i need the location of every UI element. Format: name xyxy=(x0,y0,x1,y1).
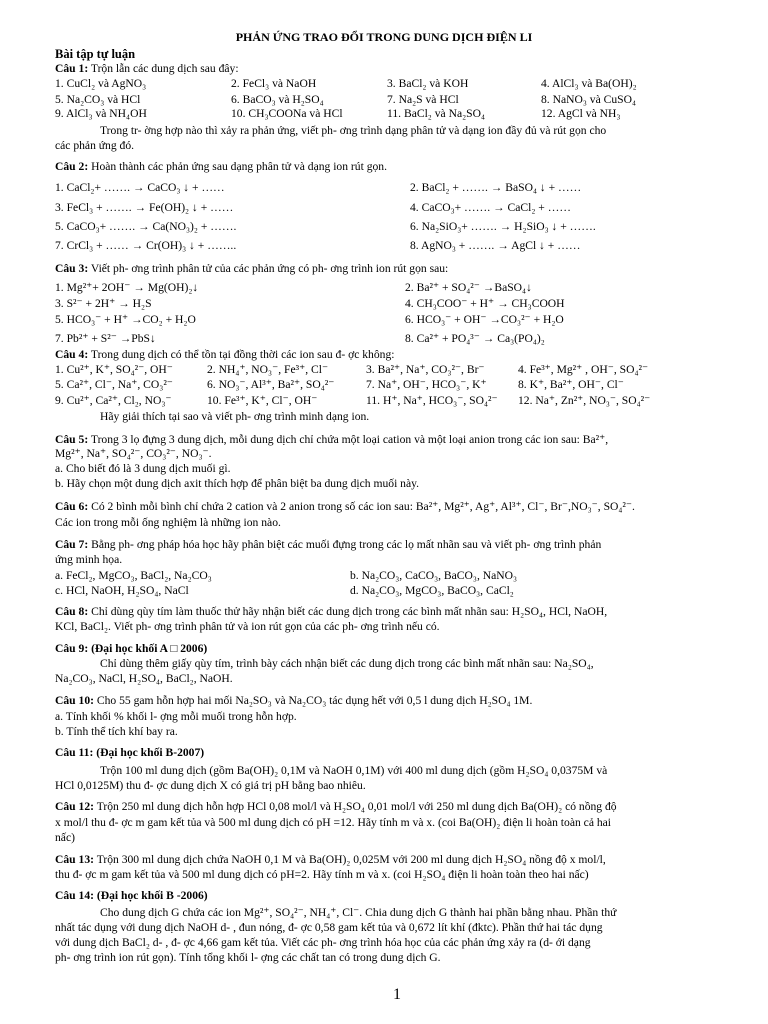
question-12 xyxy=(55,800,617,814)
question-7 xyxy=(55,538,601,552)
question-10 xyxy=(55,694,532,708)
question-5-label: Câu 5: xyxy=(55,433,89,446)
q3-item: 2. Ba²⁺ + SO₄²⁻ →BaSO₄↓ xyxy=(405,281,532,294)
question-11-label: Câu 11: (Đại học khối B-2007) xyxy=(55,746,205,759)
q7-line: ứng minh họa. xyxy=(55,553,123,566)
q5-part-b: b. Hãy chọn một dung dịch axit thích hợp để phân biệt ba dung dịch muối này. xyxy=(55,477,420,490)
q14-line: với dung dịch BaCl₂ d- , đ- ợc 4,66 gam kết tủa. Viết các ph- ơng trình hóa học của các phản ứng xảy ra (d- ới dạng xyxy=(55,936,591,949)
q1-note: Trong tr- ờng hợp nào thì xảy ra phản ứng, viết ph- ơng trình dạng phân tử và dạng ion đầy đủ và rút gọn cho xyxy=(100,124,607,137)
q3-item: 8. Ca²⁺ + PO₄³⁻ → Ca₃(PO₄)₂ xyxy=(405,332,545,345)
q2-item: 2. BaCl₂ + ……. → BaSO₄ ↓ + …… xyxy=(410,181,582,194)
q2-item: 1. CaCl₂+ ……. → CaCO₃ ↓ + …… xyxy=(55,181,225,194)
q3-item: 1. Mg²⁺+ 2OH⁻ → Mg(OH)₂↓ xyxy=(55,281,199,294)
q4-item: 8. K⁺, Ba²⁺, OH⁻, Cl⁻ xyxy=(518,378,624,391)
q1-item: 3. BaCl₂ và KOH xyxy=(387,77,469,90)
question-9-label: Câu 9: (Đại học khối A □ 2006) xyxy=(55,642,208,655)
question-4 xyxy=(55,348,394,362)
q1-item: 5. Na₂CO₃ và HCl xyxy=(55,93,141,106)
page-title: PHẢN ỨNG TRAO ĐỔI TRONG DUNG DỊCH ĐIỆN LI xyxy=(235,30,533,44)
q1-item: 12. AgCl và NH₃ xyxy=(541,107,621,120)
q7-part-a: a. FeCl₂, MgCO₃, BaCl₂, Na₂CO₃ xyxy=(55,569,212,582)
question-2 xyxy=(55,160,387,174)
q11-line: HCl 0,0125M) thu đ- ợc dung dịch X có giá trị pH bằng bao nhiêu. xyxy=(55,779,366,792)
q1-item: 9. AlCl₃ và NH₄OH xyxy=(55,107,147,120)
question-13-label: Câu 13: xyxy=(55,853,94,866)
q1-item: 6. BaCO₃ và H₂SO₄ xyxy=(231,93,324,106)
question-10-label: Câu 10: xyxy=(55,694,94,707)
q14-line: ph- ơng trình ion rút gọn). Tính tổng khối l- ợng các chất tan có trong dung dịch G. xyxy=(55,951,441,964)
q10-part-a: a. Tính khối % khối l- ợng mỗi muối trong hỗn hợp. xyxy=(55,710,297,723)
question-1-label: Câu 1: xyxy=(55,62,89,75)
question-7-label: Câu 7: xyxy=(55,538,89,551)
q3-item: 7. Pb²⁺ + S²⁻ →PbS↓ xyxy=(55,332,156,345)
q1-item: 11. BaCl₂ và Na₂SO₄ xyxy=(387,107,485,120)
question-6-text: Có 2 bình mỗi bình chỉ chứa 2 cation và 2 anion trong số các ion sau: Ba²⁺, Mg²⁺, Ag⁺, Al³⁺, Cl⁻, Br⁻,NO₃⁻, SO₄²⁻. xyxy=(91,500,635,513)
q7-part-d: d. Na₂CO₃, MgCO₃, BaCO₃, CaCl₂ xyxy=(350,584,514,597)
question-1-text: Trộn lẫn các dung dịch sau đây: xyxy=(90,62,239,75)
q3-item: 3. S²⁻ + 2H⁺ → H₂S xyxy=(55,297,152,310)
q4-item: 7. Na⁺, OH⁻, HCO₃⁻, K⁺ xyxy=(366,378,487,391)
q4-item: 9. Cu²⁺, Ca²⁺, Cl₂, NO₃⁻ xyxy=(55,394,172,407)
q1-item: 2. FeCl₃ và NaOH xyxy=(231,77,317,90)
question-6-label: Câu 6: xyxy=(55,500,89,513)
question-13-text: Trộn 300 ml dung dịch chứa NaOH 0,1 M và Ba(OH)₂ 0,025M với 200 ml dung dịch H₂SO₄ nồng độ x mol/l, xyxy=(96,853,606,866)
question-1 xyxy=(55,62,239,76)
q7-part-c: c. HCl, NaOH, H₂SO₄, NaCl xyxy=(55,584,189,597)
question-12-label: Câu 12: xyxy=(55,800,94,813)
q1-note: các phản ứng đó. xyxy=(55,139,135,152)
question-2-text: Hoàn thành các phản ứng sau dạng phân tử và dạng ion rút gọn. xyxy=(91,160,387,173)
question-3 xyxy=(55,262,448,276)
question-5-text: Trong 3 lọ đựng 3 dung dịch, mỗi dung dịch chỉ chứa một loại cation và một loại anion trong các ion sau: Ba²⁺, xyxy=(90,433,609,446)
q1-item: 7. Na₂S và HCl xyxy=(387,93,459,106)
q4-item: 3. Ba²⁺, Na⁺, CO₃²⁻, Br⁻ xyxy=(366,363,485,376)
q4-item: 4. Fe³⁺, Mg²⁺ , OH⁻, SO₄²⁻ xyxy=(518,363,649,376)
question-8 xyxy=(55,605,607,619)
q4-item: 10. Fe³⁺, K⁺, Cl⁻, OH⁻ xyxy=(207,394,318,407)
question-10-text: Cho 55 gam hỗn hợp hai mối Na₂SO₃ và Na₂CO₃ tác dụng hết với 0,5 l dung dịch H₂SO₄ 1M. xyxy=(96,694,533,707)
q3-item: 4. CH₃COO⁻ + H⁺ → CH₃COOH xyxy=(405,297,565,310)
q2-item: 8. AgNO₃ + ……. → AgCl ↓ + …… xyxy=(410,239,581,252)
q5-part-a: a. Cho biết đó là 3 dung dịch muối gì. xyxy=(55,462,231,475)
question-13 xyxy=(55,853,606,867)
q14-line: nhất tác dụng với dung dịch NaOH d- , đun nóng, đ- ợc 0,58 gam kết tủa và 0,672 lít khí (đktc). Phần thứ hai tác dụng xyxy=(55,921,603,934)
q4-item: 12. Na⁺, Zn²⁺, NO₃⁻, SO₄²⁻ xyxy=(518,394,651,407)
question-3-label: Câu 3: xyxy=(55,262,89,275)
q7-part-b: b. Na₂CO₃, CaCO₃, BaCO₃, NaNO₃ xyxy=(350,569,518,582)
q4-item: 5. Ca²⁺, Cl⁻, Na⁺, CO₃²⁻ xyxy=(55,378,173,391)
q4-note: Hãy giải thích tại sao và viết ph- ơng trình minh dạng ion. xyxy=(100,410,370,423)
q12-line: nấc) xyxy=(55,831,75,844)
q3-item: 5. HCO₃⁻ + H⁺ →CO₂ + H₂O xyxy=(55,313,196,326)
question-4-label: Câu 4: xyxy=(55,348,89,361)
section-heading: Bài tập tự luận xyxy=(55,47,136,61)
q11-line: Trộn 100 ml dung dịch (gồm Ba(OH)₂ 0,1M và NaOH 0,1M) với 400 ml dung dịch (gồm H₂SO₄ 0,0375M và xyxy=(100,764,608,777)
q2-item: 3. FeCl₃ + ……. → Fe(OH)₂ ↓ + …… xyxy=(55,201,234,214)
question-8-text: Chỉ dùng qùy tím làm thuốc thử hãy nhận biết các dung dịch trong các bình mất nhãn sau: H₂SO₄, HCl, NaOH, xyxy=(91,605,608,618)
question-5 xyxy=(55,433,608,447)
q12-line: x mol/l thu đ- ợc m gam kết tủa và 500 ml dung dịch có pH =12. Hãy tính m và x. (coi Ba(OH)₂ điện li hoàn toàn cả hai xyxy=(55,816,612,829)
q8-line: KCl, BaCl₂. Viết ph- ơng trình phân tử và ion rút gọn của các ph- ơng trình nếu có. xyxy=(55,620,440,633)
q1-item: 8. NaNO₃ và CuSO₄ xyxy=(541,93,637,106)
q14-line: Cho dung dịch G chứa các ion Mg²⁺, SO₄²⁻, NH₄⁺, Cl⁻. Chia dung dịch G thành hai phần bằng nhau. Phần thứ xyxy=(100,906,617,919)
q5-line: Mg²⁺, Na⁺, SO₄²⁻, CO₃²⁻, NO₃⁻. xyxy=(55,447,212,460)
q4-item: 1. Cu²⁺, K⁺, SO₄²⁻, OH⁻ xyxy=(55,363,173,376)
q2-item: 5. CaCO₃+ ……. → Ca(NO₃)₂ + ……. xyxy=(55,220,237,233)
q1-item: 4. AlCl₃ và Ba(OH)₂ xyxy=(541,77,637,90)
question-2-label: Câu 2: xyxy=(55,160,89,173)
q2-item: 7. CrCl₃ + …… → Cr(OH)₃ ↓ + …….. xyxy=(55,239,237,252)
q2-item: 4. CaCO₃+ ……. → CaCl₂ + …… xyxy=(410,201,571,214)
q9-line: Na₂CO₃, NaCl, H₂SO₄, BaCl₂, NaOH. xyxy=(55,672,233,685)
q4-item: 11. H⁺, Na⁺, HCO₃⁻, SO₄²⁻ xyxy=(366,394,498,407)
question-4-text: Trong dung dịch có thể tồn tại đồng thời các ion sau đ- ợc không: xyxy=(90,348,395,361)
q13-line: thu đ- ợc m gam kết tủa và 500 ml dung dịch có pH=2. Hãy tính m và x. (coi H₂SO₄ điện li hoàn toàn theo hai nấc) xyxy=(55,868,589,881)
q3-item: 6. HCO₃⁻ + OH⁻ →CO₃²⁻ + H₂O xyxy=(405,313,564,326)
question-14-label: Câu 14: (Đại học khối B -2006) xyxy=(55,889,208,902)
q9-line: Chỉ dùng thêm giấy qùy tím, trình bày cách nhận biết các dung dịch trong các bình mất nhãn sau: Na₂SO₄, xyxy=(100,657,594,670)
q1-item: 1. CuCl₂ và AgNO₃ xyxy=(55,77,147,90)
question-3-text: Viết ph- ơng trình phân tử của các phản ứng có ph- ơng trình ion rút gọn sau: xyxy=(90,262,449,275)
q4-item: 6. NO₃⁻, Al³⁺, Ba²⁺, SO₄²⁻ xyxy=(207,378,335,391)
question-12-text: Trộn 250 ml dung dịch hỗn hợp HCl 0,08 mol/l và H₂SO₄ 0,01 mol/l với 250 ml dung dịch Ba(OH)₂ có nồng độ xyxy=(96,800,617,813)
q4-item: 2. NH₄⁺, NO₃⁻, Fe³⁺, Cl⁻ xyxy=(207,363,329,376)
q10-part-b: b. Tính thể tích khí bay ra. xyxy=(55,725,178,738)
page-number: 1 xyxy=(393,986,401,1003)
question-7-text: Bằng ph- ơng pháp hóa học hãy phân biệt các muối đựng trong các lọ mất nhãn sau và viết ph- ơng trình phản xyxy=(91,538,602,551)
question-6 xyxy=(55,500,635,514)
q2-item: 6. Na₂SiO₃+ ……. → H₂SiO₃ ↓ + ……. xyxy=(410,220,596,233)
question-8-label: Câu 8: xyxy=(55,605,89,618)
q6-line: Các ion trong mỗi ống nghiệm là những ion nào. xyxy=(55,516,281,529)
q1-item: 10. CH₃COONa và HCl xyxy=(231,107,343,120)
